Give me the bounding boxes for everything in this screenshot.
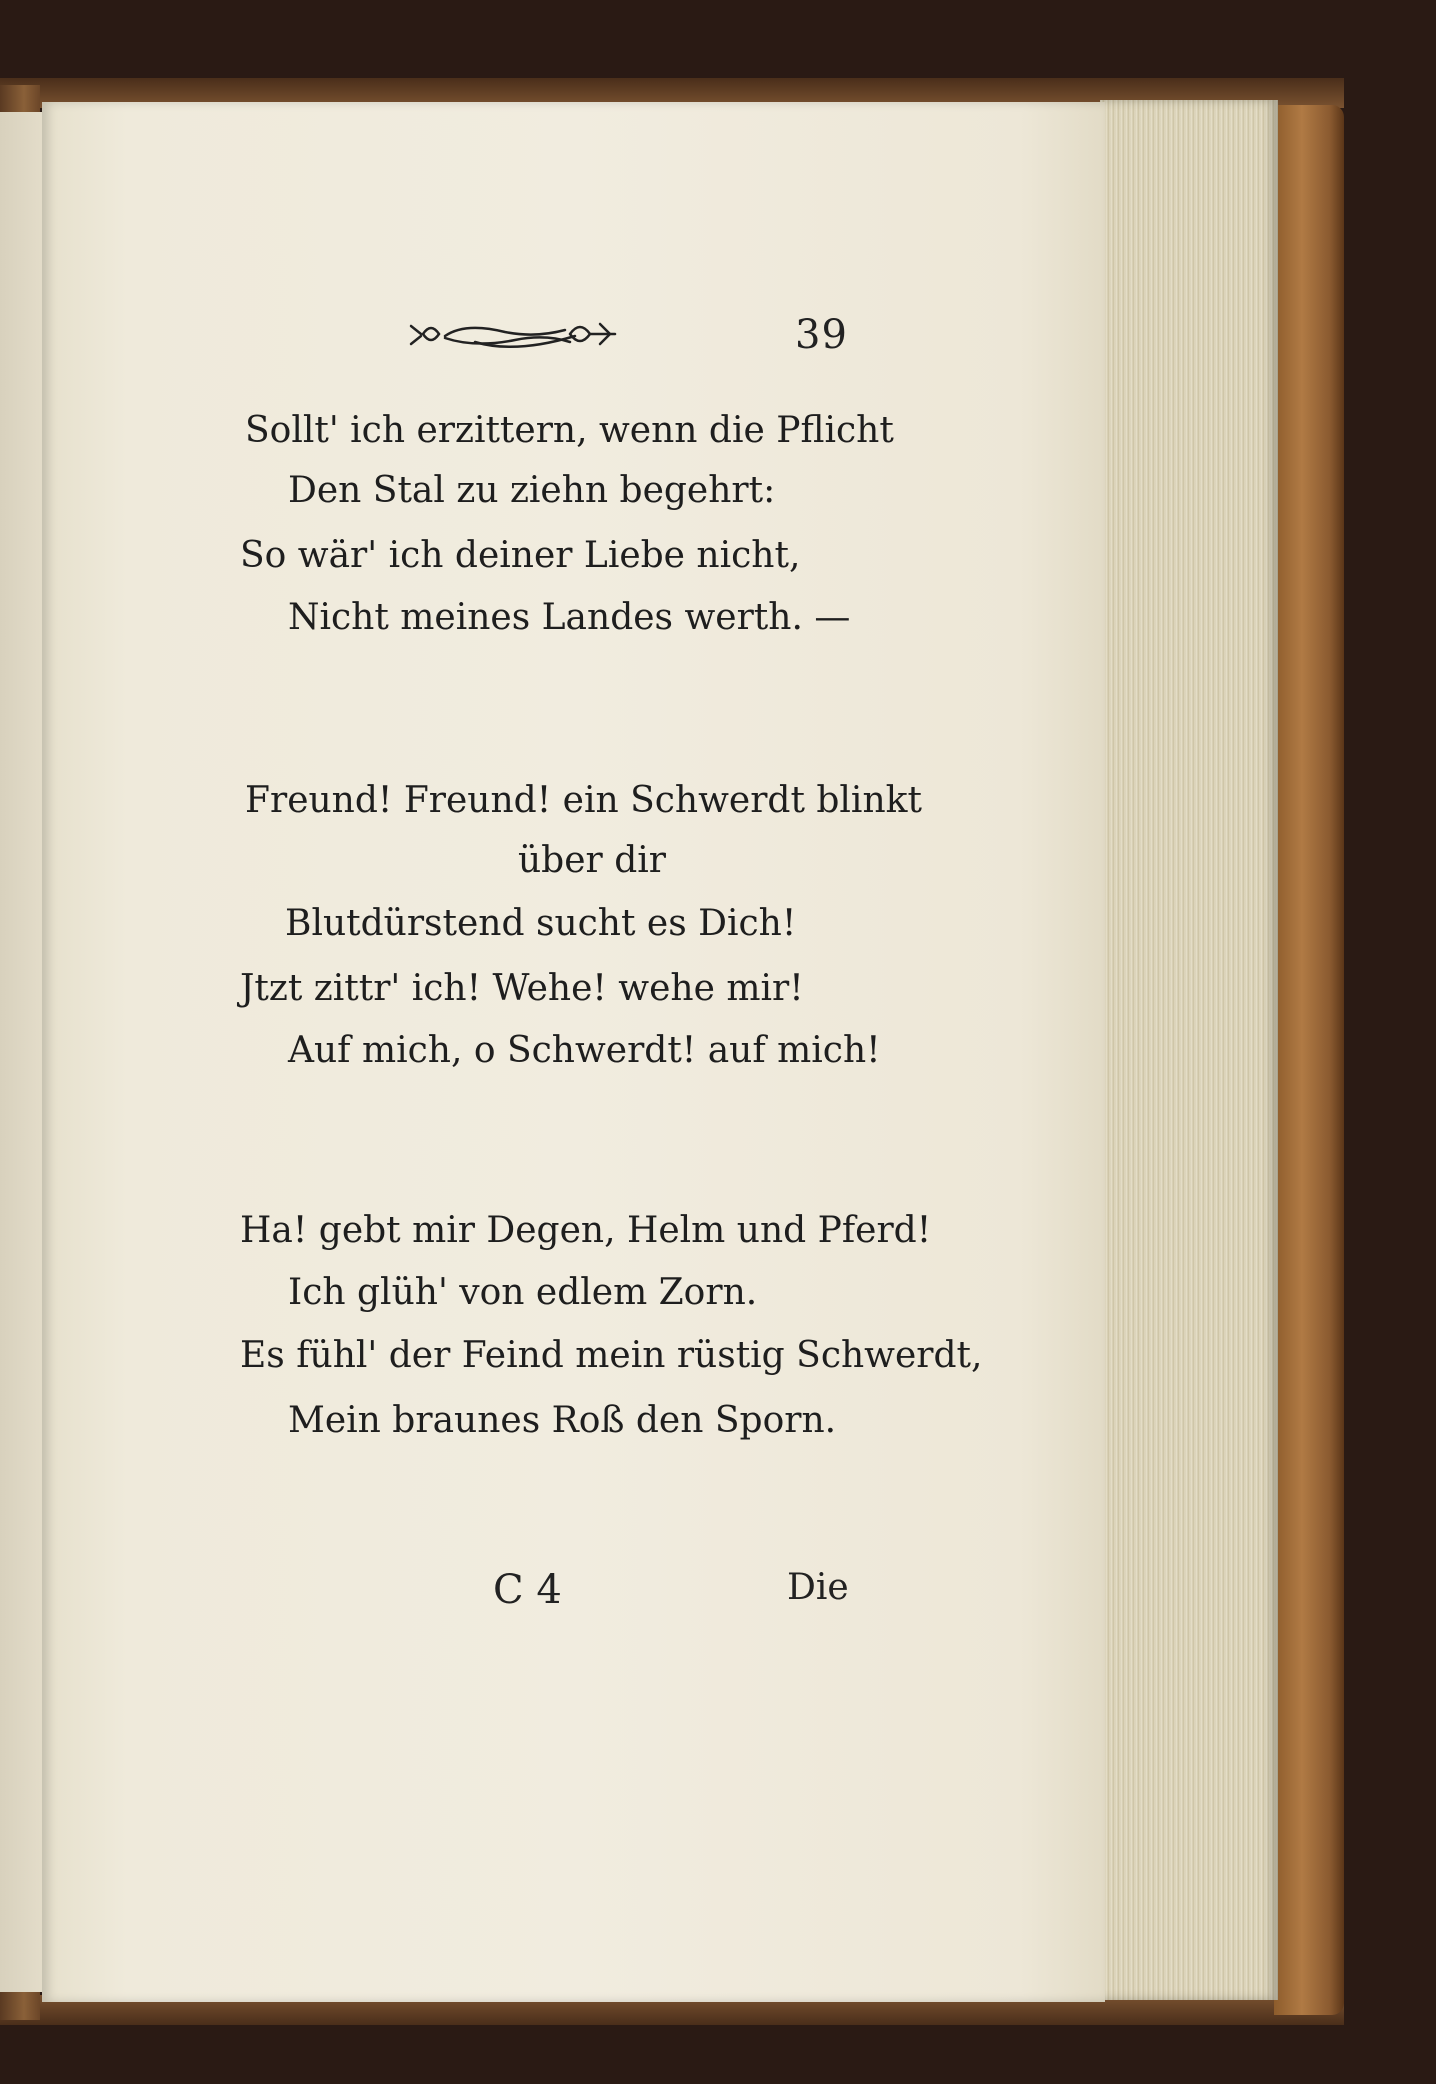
catchword: Die bbox=[787, 1567, 849, 1608]
stanza-1-line-1: Sollt' ich erzittern, wenn die Pflicht bbox=[245, 410, 894, 451]
stanza-3-line-2: Ich glüh' von edlem Zorn. bbox=[288, 1272, 758, 1313]
stanza-3-line-3: Es fühl' der Feind mein rüstig Schwerdt, bbox=[240, 1335, 983, 1376]
signature-mark: C 4 bbox=[493, 1567, 562, 1613]
stanza-2-line-2: über dir bbox=[518, 840, 666, 881]
stanza-2-line-3: Blutdürstend sucht es Dich! bbox=[285, 903, 797, 944]
stanza-2-line-4: Jtzt zittr' ich! Wehe! wehe mir! bbox=[240, 968, 804, 1009]
page-number: 39 bbox=[795, 312, 848, 358]
stanza-3-line-1: Ha! gebt mir Degen, Helm und Pferd! bbox=[240, 1210, 932, 1251]
stanza-3-line-4: Mein braunes Roß den Sporn. bbox=[288, 1400, 837, 1441]
previous-page-edge bbox=[0, 112, 45, 1992]
stanza-1-line-4: Nicht meines Landes werth. — bbox=[288, 597, 851, 638]
page-fore-edge bbox=[1100, 100, 1278, 2000]
stanza-1-line-3: So wär' ich deiner Liebe nicht, bbox=[240, 535, 801, 576]
ornament-icon bbox=[405, 312, 620, 362]
stanza-1-line-2: Den Stal zu ziehn begehrt: bbox=[288, 470, 776, 511]
stanza-2-line-1: Freund! Freund! ein Schwerdt blinkt bbox=[245, 780, 922, 821]
stanza-2-line-5: Auf mich, o Schwerdt! auf mich! bbox=[288, 1030, 881, 1071]
book-cover-right bbox=[1274, 105, 1344, 2015]
